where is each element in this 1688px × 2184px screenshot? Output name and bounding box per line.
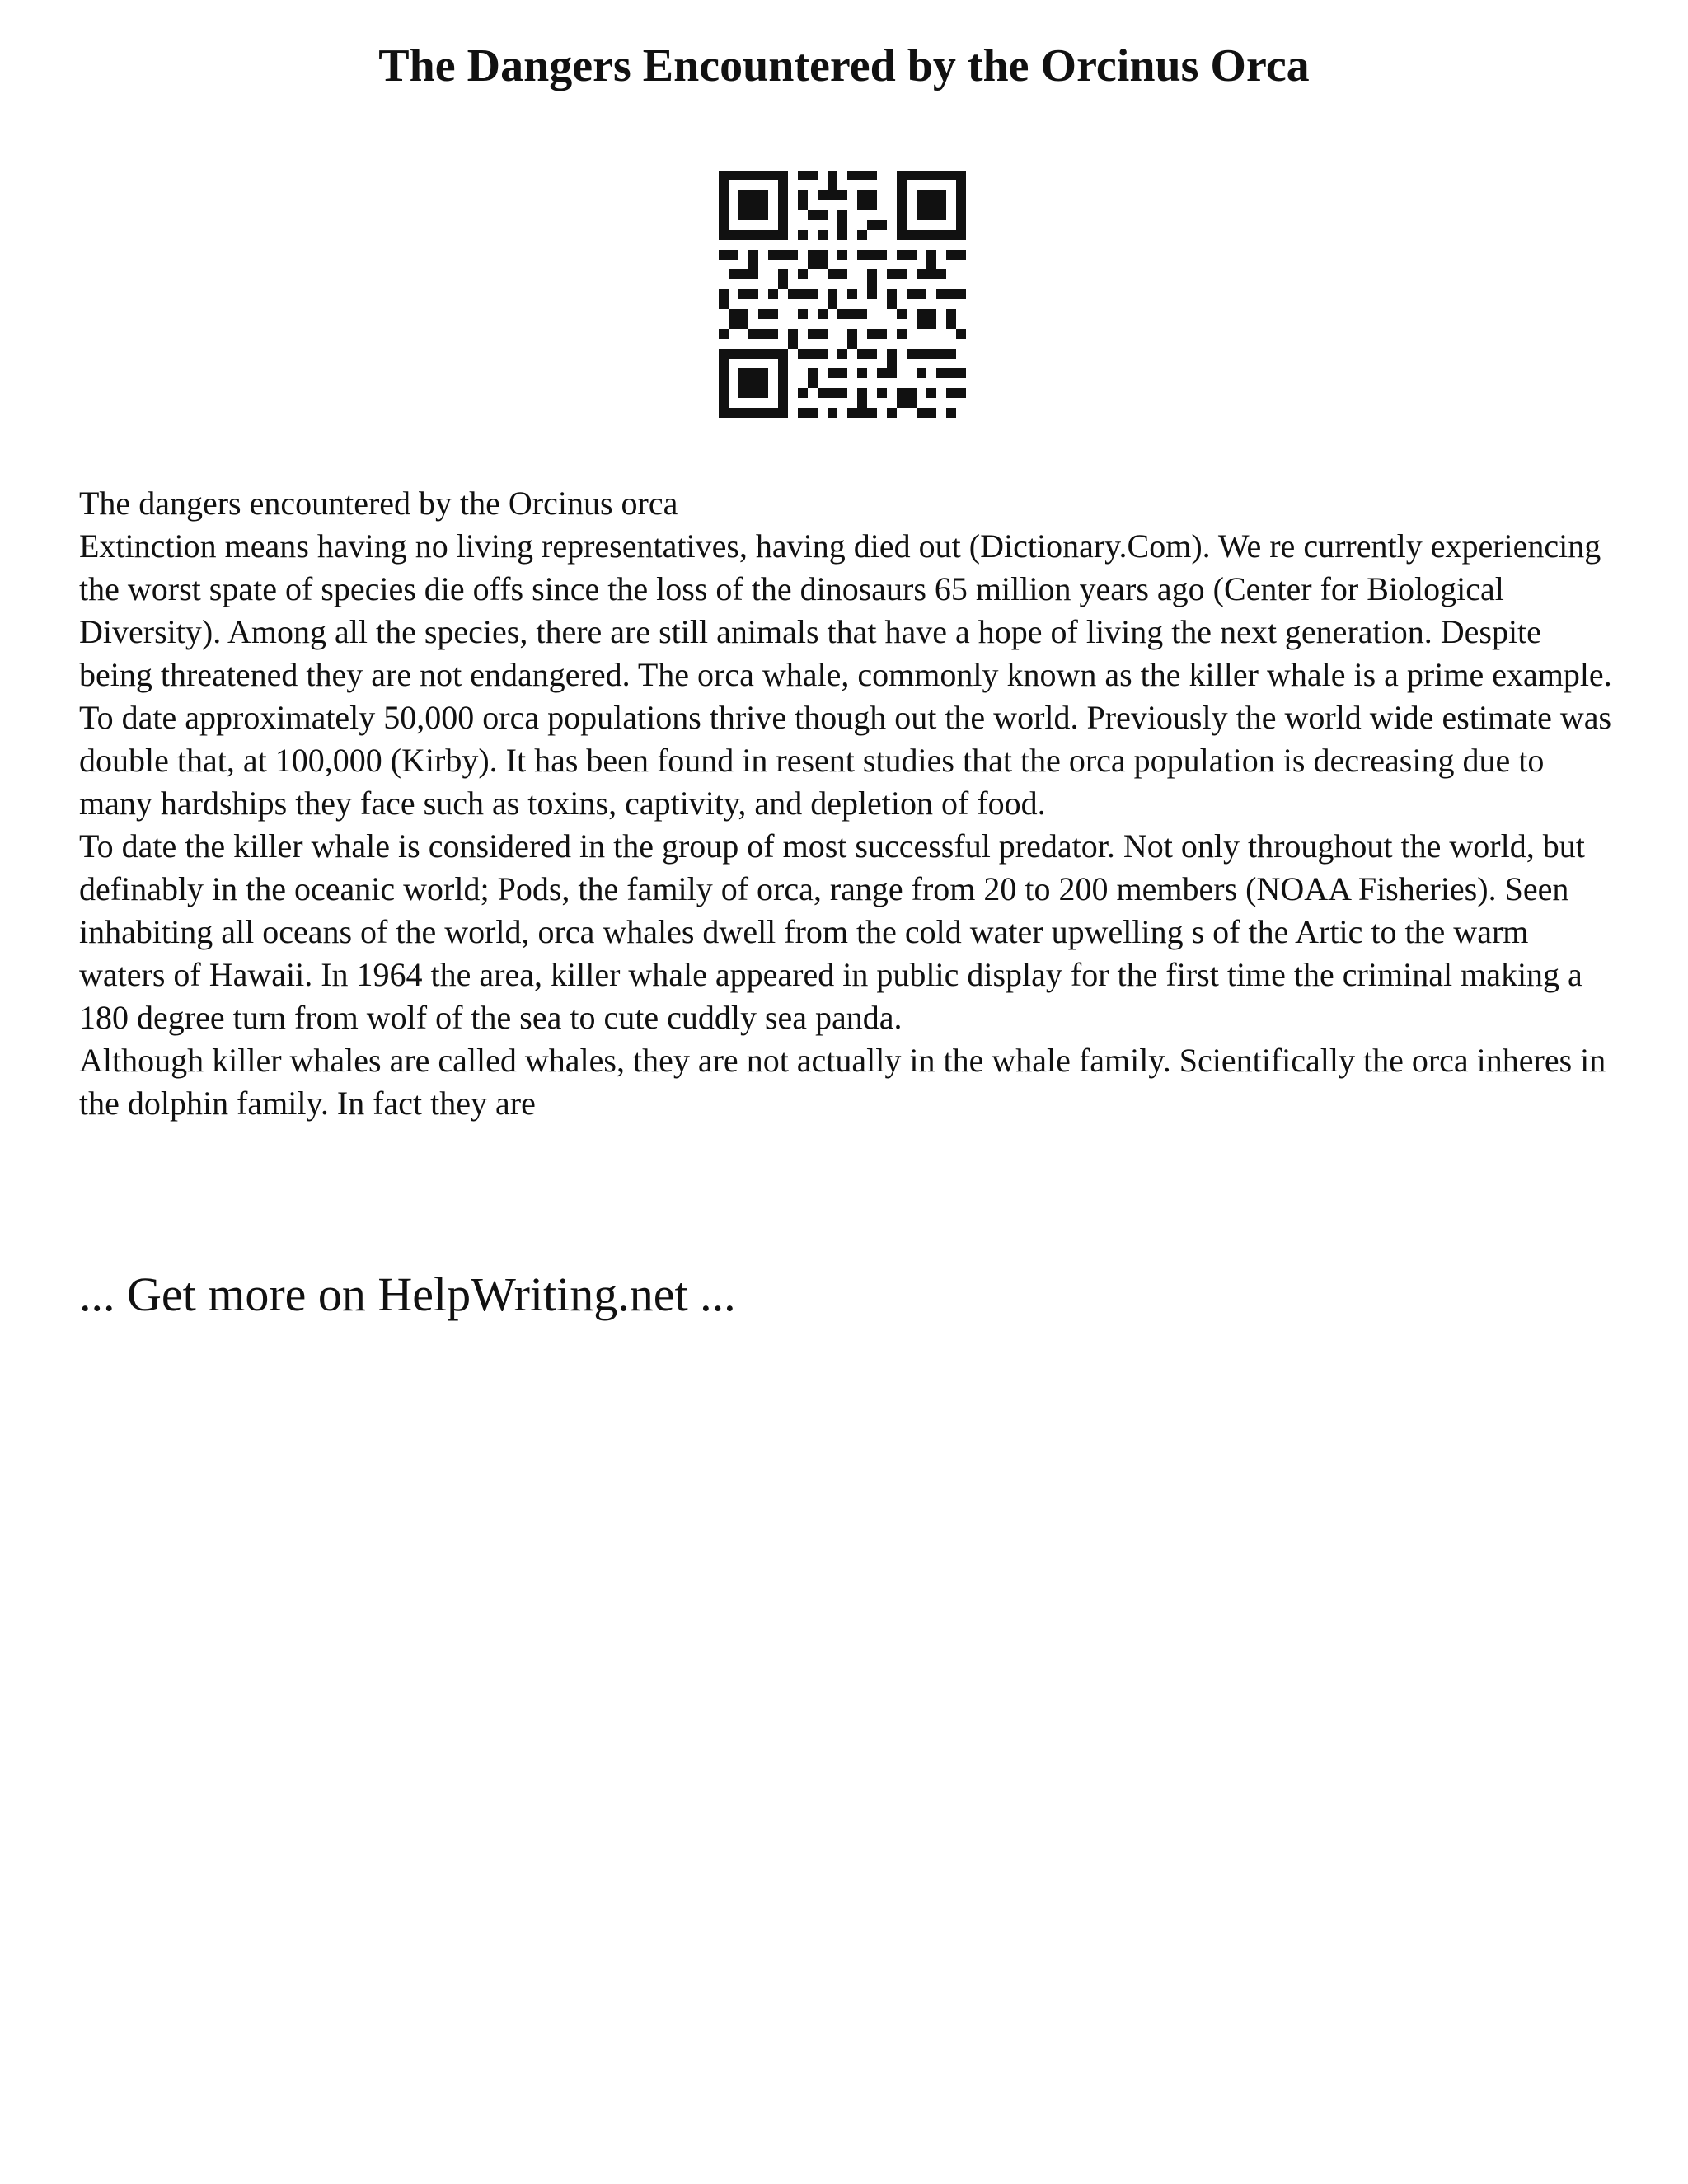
essay-paragraph: To date the killer whale is considered in the group of most successful predator. Not only throughout the world, but definably in the oceanic world; Pods, the family of orca, range from 20 to 200 members (NOAA Fisheries). Seen inhabiting all oceans of the world, orca whales dwell from the cold water upwelling s of the Artic to the warm waters of Hawaii. In 1964 the area, killer whale appeared in public display for the first time the criminal making a 180 degree turn from wolf of the sea to cute cuddly sea panda. xyxy=(79,827,1585,1036)
essay-paragraph: Although killer whales are called whales, they are not actually in the whale family. Scientifically the orca inheres in the dolphin family. In fact they are xyxy=(79,1042,1606,1122)
essay-body xyxy=(79,482,1620,1125)
essay-paragraph: Extinction means having no living representatives, having died out (Dictionary.Com). We re currently experiencing the worst spate of species die offs since the loss of the dinosaurs 65 million years ago (Center for Biological Diversity). Among all the species, there are still animals that have a hope of living the next generation. Despite being threatened they are not endangered. The orca whale, commonly known as the killer whale is a prime example. To date approximately 50,000 orca populations thrive though out the world. Previously the world wide estimate was double that, at 100,000 (Kirby). It has been found in resent studies that the orca population is decreasing due to many hardships they face such as toxins, captivity, and depletion of food. xyxy=(79,527,1612,822)
page-title: The Dangers Encountered by the Orcinus Orca xyxy=(378,40,1310,91)
get-more-link[interactable]: ... Get more on HelpWriting.net ... xyxy=(79,1268,736,1321)
qr-code-icon xyxy=(719,171,966,418)
essay-subtitle: The dangers encountered by the Orcinus orca xyxy=(79,485,678,522)
